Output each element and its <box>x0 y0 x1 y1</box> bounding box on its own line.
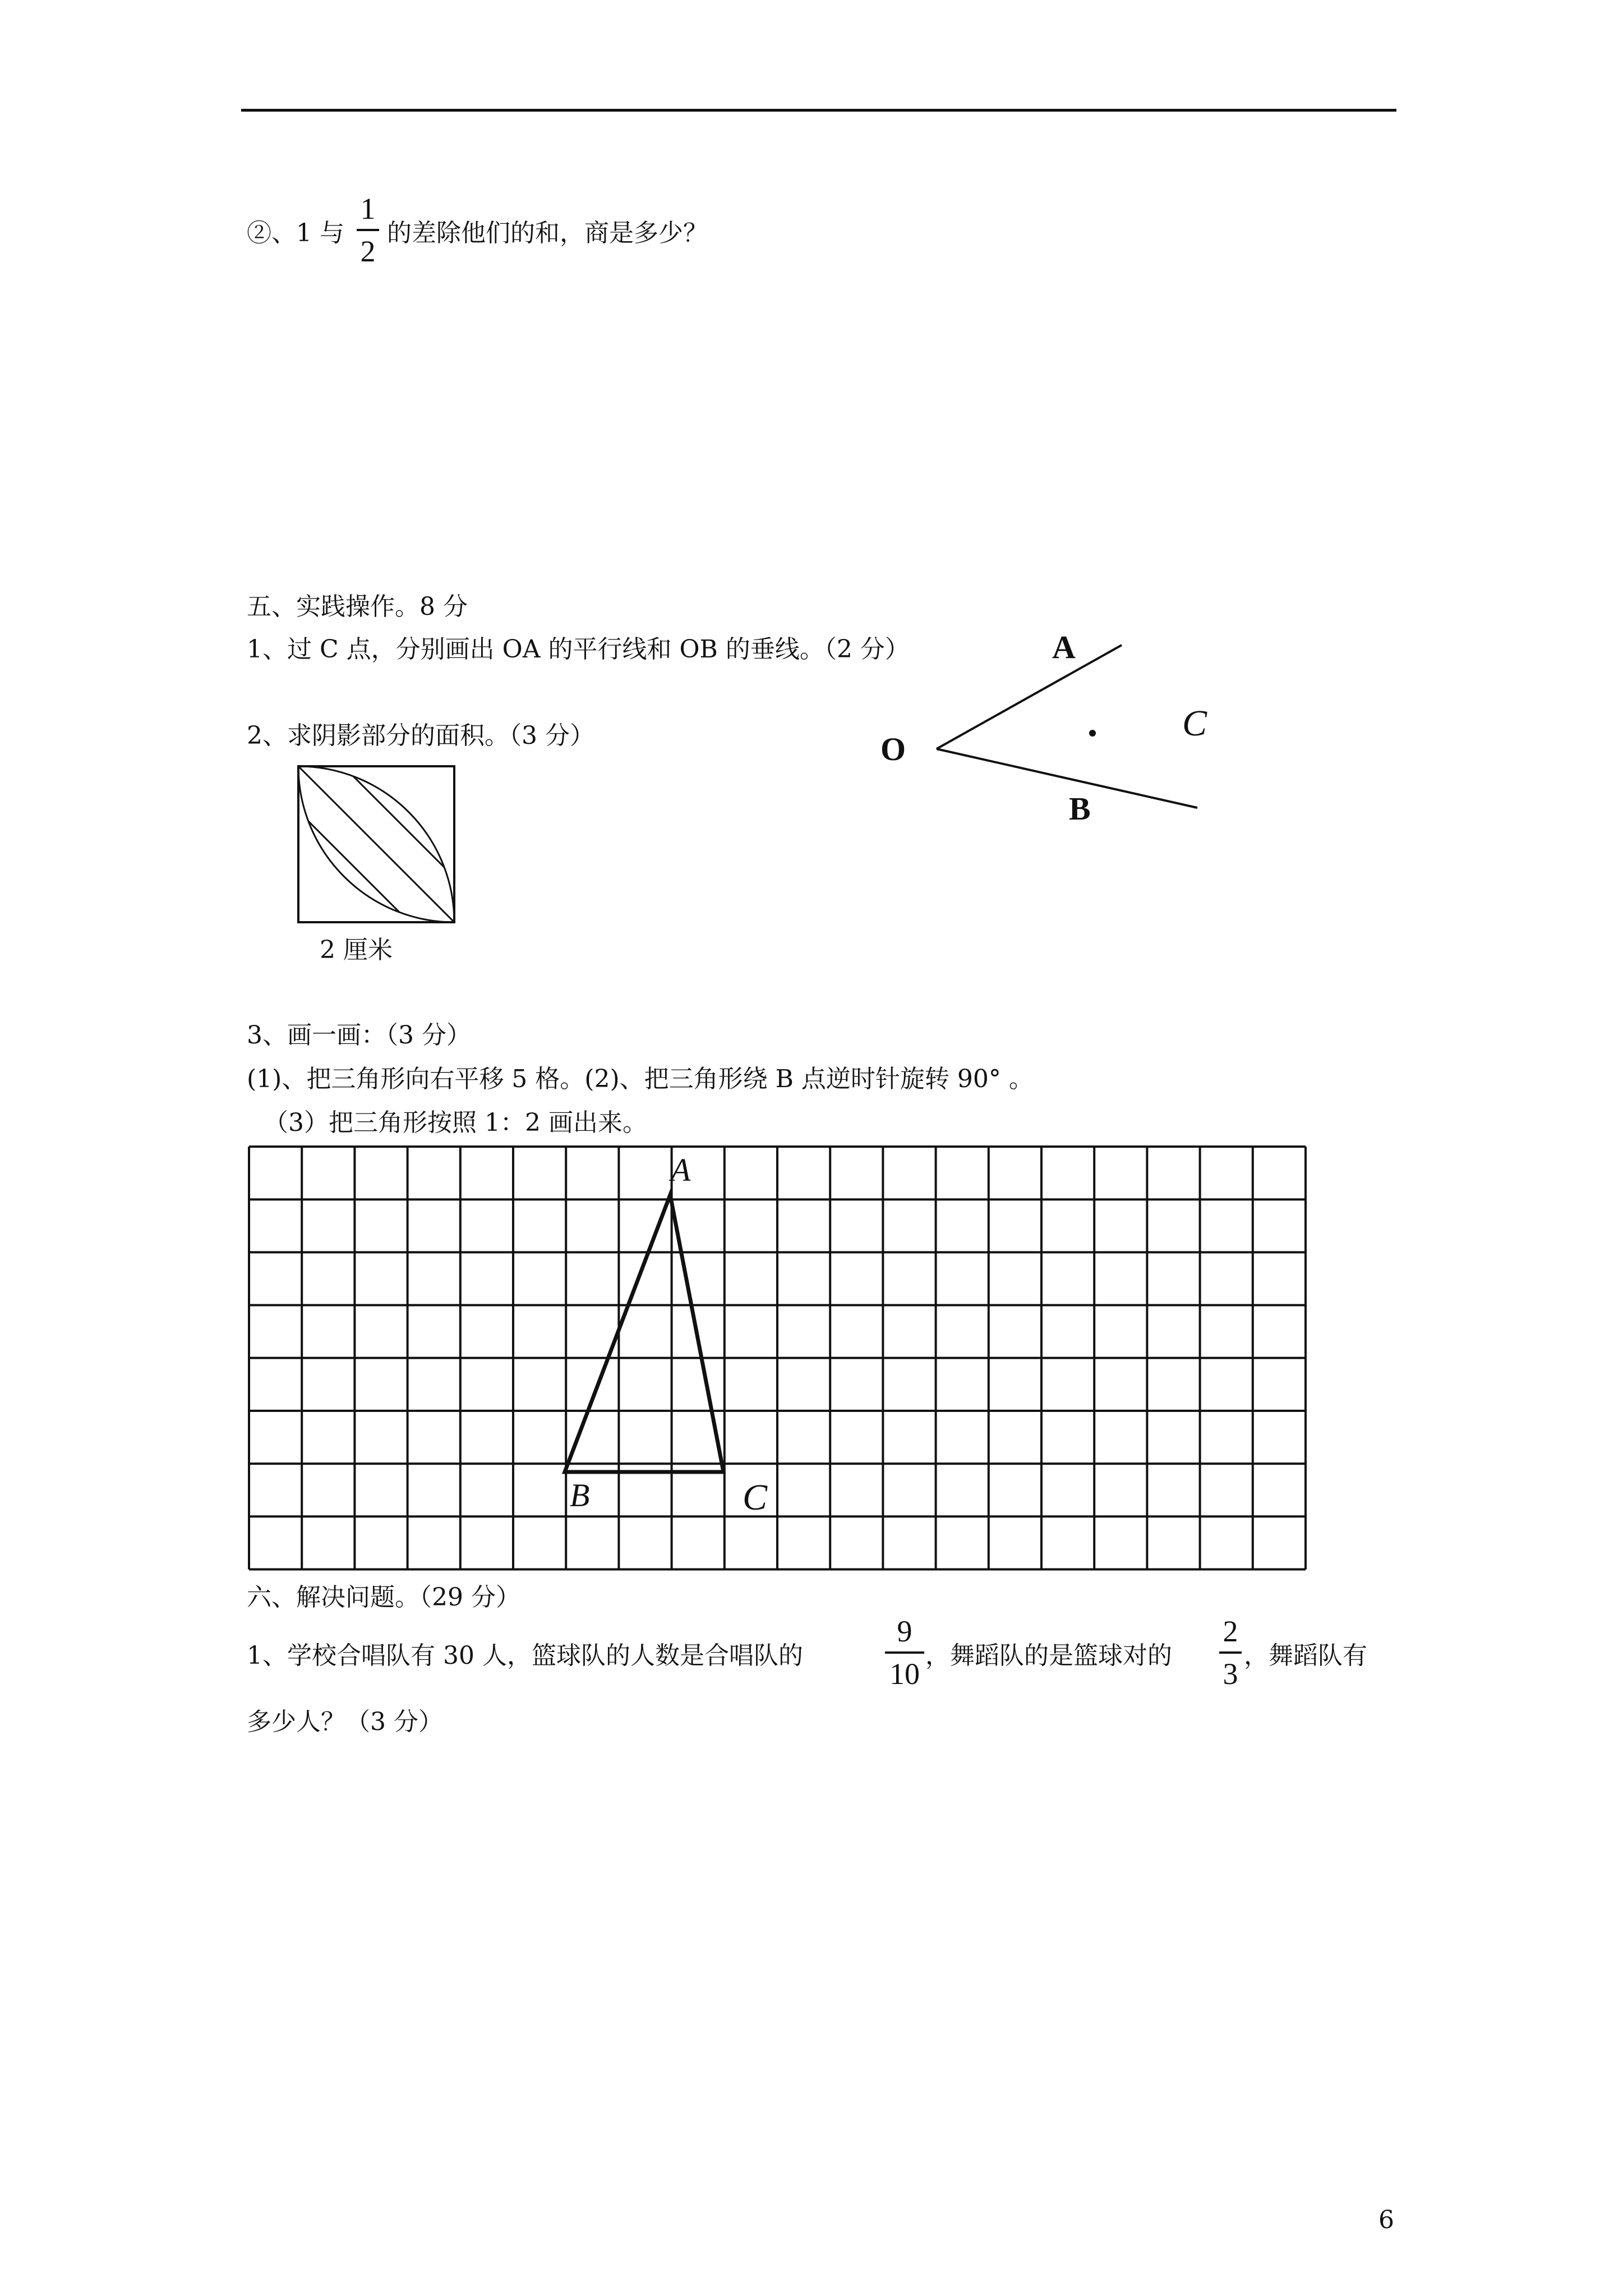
angle-label-b: B <box>1069 790 1091 827</box>
section5-q3-line2: （3）把三角形按照 1：2 画出来。 <box>264 1108 647 1137</box>
section6-fraction-2-denominator: 3 <box>1223 1657 1238 1691</box>
page-number: 6 <box>1378 2206 1394 2234</box>
section6-fraction-1 <box>885 1613 924 1692</box>
header-rule <box>241 109 1396 112</box>
section6-fraction-2-numerator: 2 <box>1223 1614 1238 1648</box>
section6-q1-part3: ，舞蹈队有 <box>1244 1641 1367 1670</box>
square-label: 2 厘米 <box>320 936 393 964</box>
section6-fraction-1-denominator: 10 <box>889 1657 920 1691</box>
shaded-square-figure <box>295 763 458 926</box>
section6-q1-line2: 多少人？（3 分） <box>247 1708 443 1736</box>
section6-fraction-2-bar <box>1219 1651 1242 1654</box>
section6-title: 六、解决问题。（29 分） <box>247 1583 520 1612</box>
section5-q3-title: 3、画一画：（3 分） <box>247 1021 471 1050</box>
section6-q1-part2: ，舞蹈队的是篮球对的 <box>925 1641 1172 1670</box>
angle-label-o: O <box>880 731 906 767</box>
triangle-label-a: A <box>671 1152 691 1188</box>
angle-label-a: A <box>1052 629 1076 665</box>
q2-fraction-bar <box>357 229 379 231</box>
q2-suffix: 的差除他们的和，商是多少？ <box>387 219 708 247</box>
section6-q1-part1: 1、学校合唱队有 30 人，篮球队的人数是合唱队的 <box>247 1641 803 1670</box>
drawing-grid <box>247 1144 1307 1571</box>
section6-fraction-2 <box>1219 1613 1242 1692</box>
q2-prefix: ②、1 与 <box>247 219 344 247</box>
q2-fraction-denominator: 2 <box>360 234 376 268</box>
q2-fraction-numerator: 1 <box>360 192 376 226</box>
section5-q1: 1、过 C 点，分别画出 OA 的平行线和 OB 的垂线。（2 分） <box>247 635 910 664</box>
q2-fraction <box>357 191 379 269</box>
section5-title: 五、实践操作。8 分 <box>247 592 468 621</box>
triangle-abc <box>565 1195 723 1472</box>
point-c <box>1089 730 1096 737</box>
section5-q2: 2、求阴影部分的面积。（3 分） <box>247 721 594 750</box>
ray-ob <box>937 749 1197 808</box>
section6-fraction-1-numerator: 9 <box>897 1614 912 1648</box>
triangle-label-b: B <box>570 1477 590 1513</box>
angle-label-c: C <box>1182 703 1207 744</box>
section6-fraction-1-bar <box>885 1651 924 1654</box>
grid-lines <box>249 1147 1306 1570</box>
section5-q3-line1: (1)、把三角形向右平移 5 格。(2)、把三角形绕 B 点逆时针旋转 90° 。 <box>247 1065 1034 1093</box>
triangle-label-c: C <box>743 1477 768 1518</box>
